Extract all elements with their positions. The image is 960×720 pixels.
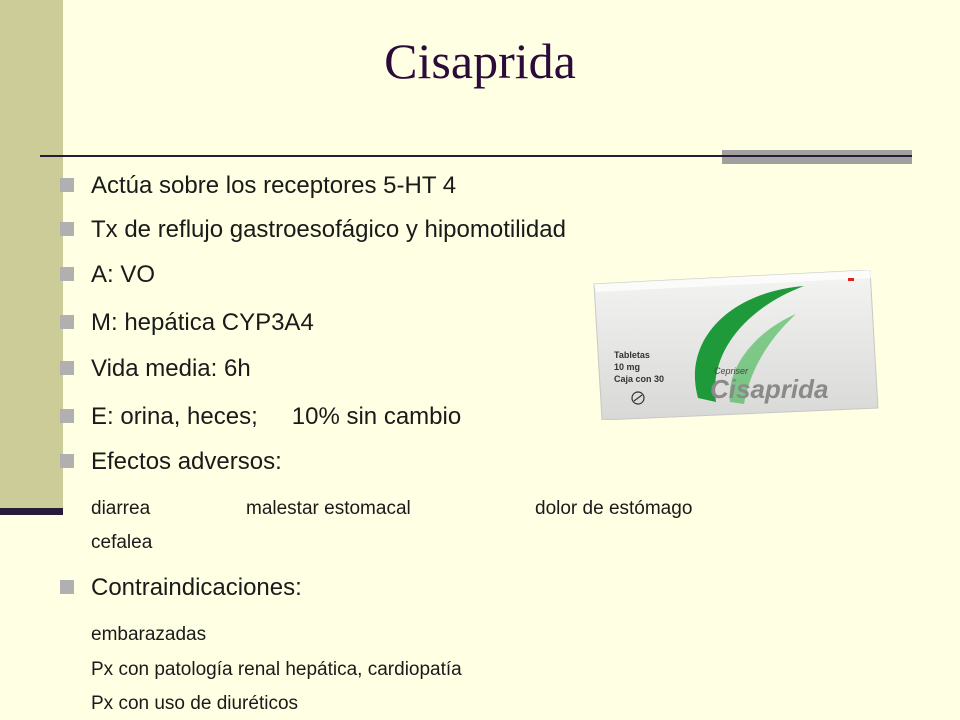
box-line1: Tabletas xyxy=(614,350,650,360)
title-rule-accent xyxy=(722,150,912,164)
bullet-square-icon xyxy=(60,361,74,375)
adverse-effect-item: cefalea xyxy=(91,532,153,553)
bullet-half-life: Vida media: 6h xyxy=(60,355,251,383)
bullet-square-icon xyxy=(60,454,74,468)
bullet-square-icon xyxy=(60,580,74,594)
box-brand: Cepriser xyxy=(714,366,749,376)
bullet-square-icon xyxy=(60,222,74,236)
slide-title: Cisaprida xyxy=(384,33,576,89)
left-accent-tick xyxy=(0,508,63,515)
box-line2: 10 mg xyxy=(614,362,641,372)
adverse-effect-item: dolor de estómago xyxy=(535,498,693,519)
bullet-adverse-effects: Efectos adversos: xyxy=(60,448,282,476)
product-box-image xyxy=(590,270,880,420)
box-product-name: Cisaprida xyxy=(710,374,829,404)
bullet-receptors: Actúa sobre los receptores 5-HT 4 xyxy=(60,172,456,200)
contraindication-item: Px con uso de diuréticos xyxy=(91,693,299,714)
box-line3: Caja con 30 xyxy=(614,374,665,384)
bullet-excretion: E: orina, heces; 10% sin cambio xyxy=(60,403,461,431)
adverse-effects-row xyxy=(91,497,771,521)
contraindication-item: Px con patología renal hepática, cardiopatía xyxy=(91,659,462,680)
bullet-metabolism: M: hepática CYP3A4 xyxy=(60,309,314,337)
contraindication-item: embarazadas xyxy=(91,624,207,645)
bullet-treatment: Tx de reflujo gastroesofágico y hipomotilidad xyxy=(60,216,566,244)
bullet-square-icon xyxy=(60,178,74,192)
bullet-square-icon xyxy=(60,267,74,281)
adverse-effect-item: malestar estomacal xyxy=(246,498,411,519)
bullet-absorption: A: VO xyxy=(60,261,155,289)
adverse-effect-item: diarrea xyxy=(91,498,151,519)
title-rule xyxy=(40,155,912,157)
product-box-illustration xyxy=(590,270,880,420)
bullet-contraindications: Contraindicaciones: xyxy=(60,574,302,602)
bullet-square-icon xyxy=(60,409,74,423)
bullet-square-icon xyxy=(60,315,74,329)
